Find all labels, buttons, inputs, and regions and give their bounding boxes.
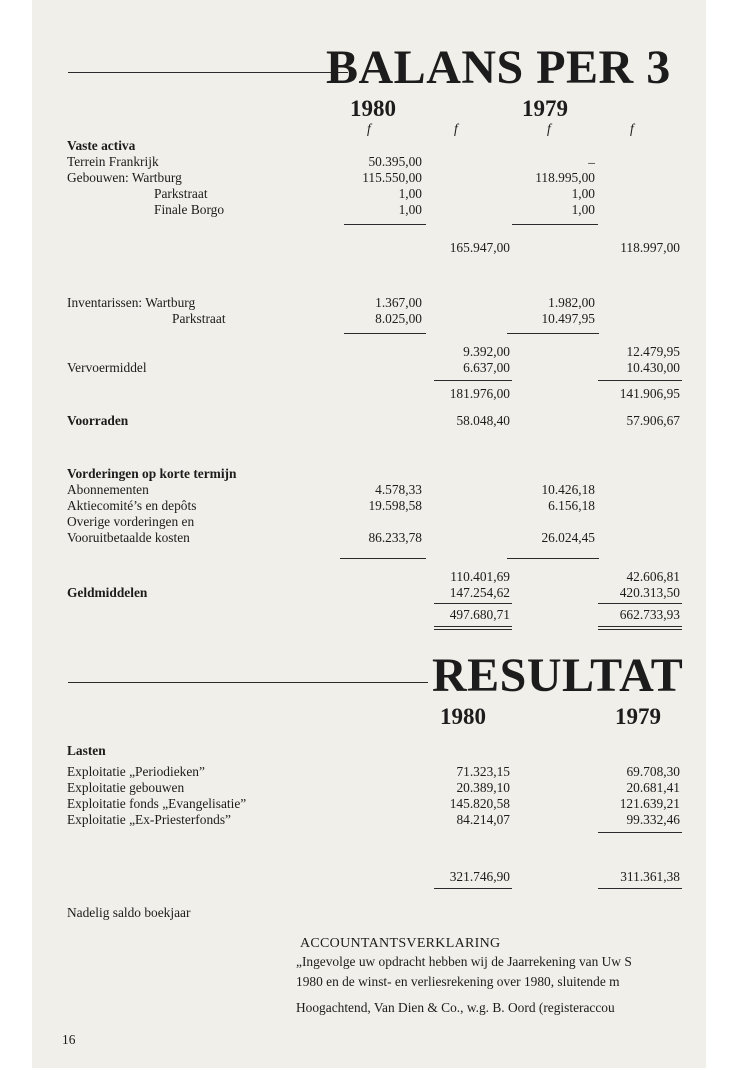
- accountant-line: „Ingevolge uw opdracht hebben wij de Jaarrekening van Uw S: [296, 954, 632, 969]
- value-parkstraat-1980: 1,00: [398, 186, 422, 201]
- value-voorraden-1980: 58.048,40: [456, 413, 510, 428]
- rule: [512, 224, 598, 225]
- row-label-nadelig-saldo: Nadelig saldo boekjaar: [67, 905, 191, 920]
- value-vervoermiddel-1980: 6.637,00: [463, 360, 510, 375]
- row-label-finale-borgo: Finale Borgo: [154, 202, 225, 217]
- rule: [598, 888, 682, 889]
- value-vaste-total-1980: 165.947,00: [449, 240, 510, 255]
- rule: [598, 629, 682, 630]
- value-subtotal-1980: 181.976,00: [449, 386, 510, 401]
- value-vooruitbetaalde-1980: 86.233,78: [368, 530, 422, 545]
- rule: [340, 558, 426, 559]
- row-label-inventaris-parkstraat: Parkstraat: [172, 311, 226, 326]
- row-label-parkstraat: Parkstraat: [154, 186, 208, 201]
- value-terrein-1979: _: [588, 150, 595, 165]
- result-row-label: Exploitatie „Ex-Priesterfonds”: [67, 812, 231, 827]
- accountant-heading: ACCOUNTANTSVERKLARING: [300, 936, 501, 951]
- result-value-1980: 145.820,58: [449, 796, 510, 811]
- title-rule: [68, 682, 428, 683]
- page: [32, 0, 706, 1068]
- section-heading-vaste-activa: Vaste activa: [67, 138, 136, 153]
- rule: [507, 558, 599, 559]
- rule: [434, 603, 512, 604]
- row-label-vooruitbetaalde-kosten: Vooruitbetaalde kosten: [67, 530, 190, 545]
- value-vooruitbetaalde-1979: 26.024,45: [541, 530, 595, 545]
- result-value-1979: 20.681,41: [626, 780, 680, 795]
- row-label-vervoermiddel: Vervoermiddel: [67, 360, 147, 375]
- value-terrein-1980: 50.395,00: [368, 154, 422, 169]
- value-inventaris-parkstraat-1979: 10.497,95: [541, 311, 595, 326]
- rule: [434, 380, 512, 381]
- value-abonnementen-1980: 4.578,33: [375, 482, 422, 497]
- result-value-1979: 69.708,30: [626, 764, 680, 779]
- rule: [598, 832, 682, 833]
- value-vaste-total-1979: 118.997,00: [620, 240, 680, 255]
- value-grand-total-1980: 497.680,71: [449, 607, 510, 622]
- section-heading-lasten: Lasten: [67, 743, 106, 758]
- rule: [434, 626, 512, 627]
- accountant-line: Hoogachtend, Van Dien & Co., w.g. B. Oord (registeraccou: [296, 1000, 615, 1015]
- value-geldmiddelen-1979: 420.313,50: [619, 585, 680, 600]
- rule: [598, 626, 682, 627]
- value-finale-borgo-1980: 1,00: [398, 202, 422, 217]
- result-value-1979: 121.639,21: [619, 796, 680, 811]
- currency-symbol: f: [547, 121, 551, 136]
- value-gebouwen-wartburg-1980: 115.550,00: [362, 170, 422, 185]
- value-gebouwen-wartburg-1979: 118.995,00: [535, 170, 595, 185]
- result-value-1980: 20.389,10: [456, 780, 510, 795]
- row-label-aktiecomites: Aktiecomité’s en depôts: [67, 498, 197, 513]
- balance-title: BALANS PER 3: [326, 41, 671, 94]
- rule: [598, 380, 682, 381]
- result-value-1980: 84.214,07: [456, 812, 510, 827]
- row-label-voorraden: Voorraden: [67, 413, 129, 428]
- rule: [598, 603, 682, 604]
- row-label-abonnementen: Abonnementen: [67, 482, 149, 497]
- result-value-1980: 71.323,15: [456, 764, 510, 779]
- value-geldmiddelen-1980: 147.254,62: [449, 585, 510, 600]
- result-value-1979: 99.332,46: [626, 812, 680, 827]
- value-vorderingen-total-1979: 42.606,81: [626, 569, 680, 584]
- result-row-label: Exploitatie fonds „Evangelisatie”: [67, 796, 247, 811]
- result-row-label: Exploitatie „Periodieken”: [67, 764, 205, 779]
- title-rule: [68, 72, 348, 73]
- accountant-line: 1980 en de winst- en verliesrekening over 1980, sluitende m: [296, 974, 620, 989]
- page-number: 16: [62, 1032, 76, 1047]
- value-inventaris-parkstraat-1980: 8.025,00: [375, 311, 422, 326]
- value-subtotal-1979: 141.906,95: [619, 386, 680, 401]
- row-label-terrein: Terrein Frankrijk: [67, 154, 159, 169]
- result-row-label: Exploitatie gebouwen: [67, 780, 185, 795]
- rule: [434, 888, 512, 889]
- result-title: RESULTAT: [432, 649, 684, 702]
- rule: [434, 629, 512, 630]
- currency-symbol: f: [454, 121, 458, 136]
- value-inventaris-total-1979: 12.479,95: [626, 344, 680, 359]
- balance-year-1980: 1980: [350, 96, 396, 121]
- value-aktiecomites-1980: 19.598,58: [368, 498, 422, 513]
- row-label-overige-vorderingen: Overige vorderingen en: [67, 514, 195, 529]
- value-parkstraat-1979: 1,00: [571, 186, 595, 201]
- rule: [344, 224, 426, 225]
- rule: [507, 333, 599, 334]
- value-vorderingen-total-1980: 110.401,69: [450, 569, 510, 584]
- value-inventaris-wartburg-1979: 1.982,00: [548, 295, 595, 310]
- row-label-inventaris-wartburg: Inventarissen: Wartburg: [67, 295, 196, 310]
- currency-symbol: f: [630, 121, 634, 136]
- result-year-1979: 1979: [615, 704, 661, 729]
- value-vervoermiddel-1979: 10.430,00: [626, 360, 680, 375]
- row-label-geldmiddelen: Geldmiddelen: [67, 585, 148, 600]
- value-inventaris-total-1980: 9.392,00: [463, 344, 510, 359]
- result-total-1980: 321.746,90: [449, 869, 510, 884]
- value-abonnementen-1979: 10.426,18: [541, 482, 595, 497]
- result-year-1980: 1980: [440, 704, 486, 729]
- row-label-gebouwen-wartburg: Gebouwen: Wartburg: [67, 170, 182, 185]
- section-heading-vorderingen: Vorderingen op korte termijn: [67, 466, 237, 481]
- value-grand-total-1979: 662.733,93: [619, 607, 680, 622]
- value-voorraden-1979: 57.906,67: [626, 413, 680, 428]
- rule: [344, 333, 426, 334]
- currency-symbol: f: [367, 121, 371, 136]
- balance-year-1979: 1979: [522, 96, 568, 121]
- value-aktiecomites-1979: 6.156,18: [548, 498, 595, 513]
- value-inventaris-wartburg-1980: 1.367,00: [375, 295, 422, 310]
- result-total-1979: 311.361,38: [620, 869, 680, 884]
- value-finale-borgo-1979: 1,00: [571, 202, 595, 217]
